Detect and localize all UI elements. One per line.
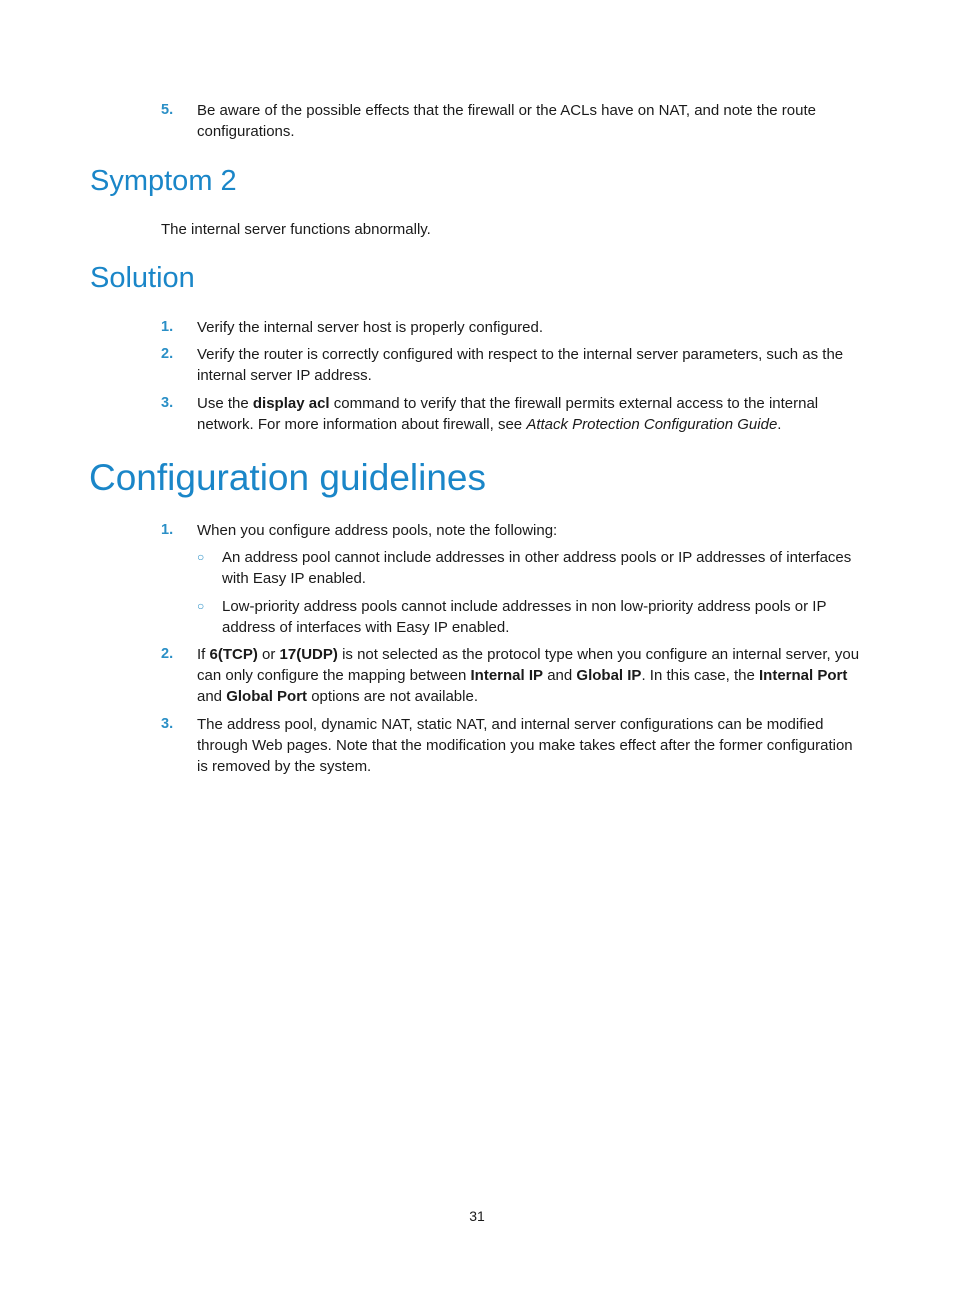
circle-bullet-icon: ○ xyxy=(197,599,205,613)
option-name: 6(TCP) xyxy=(209,646,258,663)
command-name: display acl xyxy=(252,395,330,412)
list-number: 5. xyxy=(161,102,174,118)
list-number: 2. xyxy=(161,346,174,362)
sub-item-text: Low-priority address pools cannot include addresses in non low-priority address pools or IP address of interfaces with Easy IP enabled. xyxy=(222,598,827,636)
text-run: options are not available. xyxy=(307,688,478,705)
page-number: 31 xyxy=(469,1208,485,1224)
text-run: . xyxy=(777,416,782,433)
list-number: 3. xyxy=(161,395,174,411)
heading-symptom-2: Symptom 2 xyxy=(90,165,237,197)
text-run: command to verify that the firewall permits external access to the internal network. For more information about firewall, see xyxy=(197,395,819,433)
circle-bullet-icon: ○ xyxy=(197,550,205,564)
list-text: Be aware of the possible effects that the firewall or the ACLs have on NAT, and note the route configurations. xyxy=(197,102,816,140)
option-name: Internal Port xyxy=(759,667,848,684)
text-run: Use the xyxy=(197,395,253,412)
text-run: is not selected as the protocol type when you configure an internal server, you can only configure the mapping between xyxy=(197,646,860,684)
text-run: or xyxy=(257,646,280,663)
heading-configuration-guidelines: Configuration guidelines xyxy=(89,457,486,498)
option-name: 17(UDP) xyxy=(279,646,338,663)
list-number: 2. xyxy=(161,646,174,662)
list-number: 3. xyxy=(161,716,174,732)
option-name: Internal IP xyxy=(470,667,544,684)
list-number: 1. xyxy=(161,319,174,335)
option-name: Global Port xyxy=(226,688,308,705)
symptom-2-text: The internal server functions abnormally. xyxy=(161,221,431,238)
list-text: Verify the internal server host is properly configured. xyxy=(197,319,544,336)
list-text: The address pool, dynamic NAT, static NAT, and internal server configurations can be modified through Web pages. Note that the modification you make takes effect after the former configuration is removed by the system. xyxy=(197,716,853,775)
heading-solution: Solution xyxy=(90,262,195,294)
list-text: When you configure address pools, note the following: xyxy=(197,522,558,539)
text-run: and xyxy=(543,667,577,684)
text-run: and xyxy=(197,688,227,705)
list-text: Verify the router is correctly configured with respect to the internal server parameters, such as the internal server IP address. xyxy=(197,346,844,384)
guide-reference: Attack Protection Configuration Guide xyxy=(526,416,778,433)
text-run: If xyxy=(197,646,210,663)
text-run: . In this case, the xyxy=(641,667,759,684)
list-number: 1. xyxy=(161,522,174,538)
option-name: Global IP xyxy=(576,667,642,684)
sub-item-text: An address pool cannot include addresses in other address pools or IP addresses of interfaces with Easy IP enabled. xyxy=(222,549,852,587)
list-text xyxy=(197,644,867,707)
list-text xyxy=(197,393,867,435)
